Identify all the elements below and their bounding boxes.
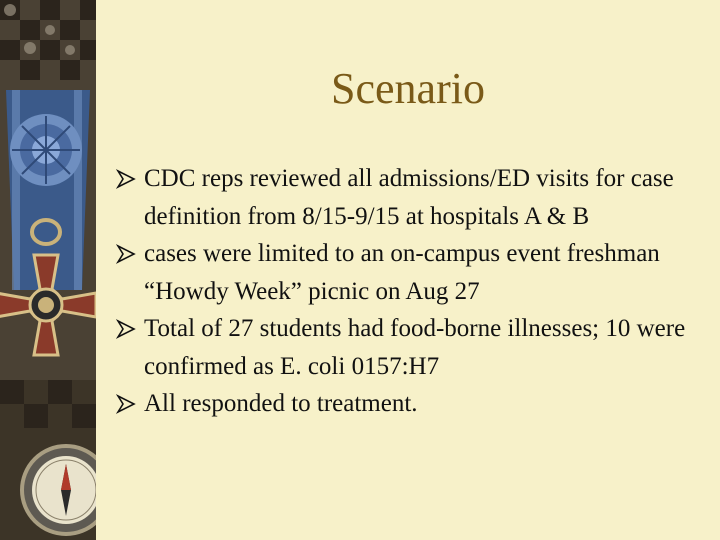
arrow-bullet-icon xyxy=(116,160,140,198)
slide-title: Scenario xyxy=(331,64,485,113)
bullet-text: CDC reps reviewed all admissions/ED visits for case definition from 8/15-9/15 at hospitals A & B xyxy=(144,165,674,230)
bullet-item xyxy=(116,160,706,235)
arrow-bullet-icon xyxy=(116,385,140,423)
bullet-item xyxy=(116,385,706,423)
medal-illustration xyxy=(0,0,96,540)
arrow-bullet-icon xyxy=(116,310,140,348)
medal-decoration-strip xyxy=(0,0,96,540)
bullet-item xyxy=(116,235,706,310)
compass xyxy=(22,446,96,534)
bullet-text: Total of 27 students had food-borne illnesses; 10 were confirmed as E. coli 0157:H7 xyxy=(144,315,686,380)
bullet-list xyxy=(116,160,706,423)
arrow-bullet-icon xyxy=(116,235,140,273)
bullet-item xyxy=(116,310,706,385)
bullet-text: cases were limited to an on-campus event freshman “Howdy Week” picnic on Aug 27 xyxy=(144,240,660,305)
bullet-text: All responded to treatment. xyxy=(144,390,418,417)
